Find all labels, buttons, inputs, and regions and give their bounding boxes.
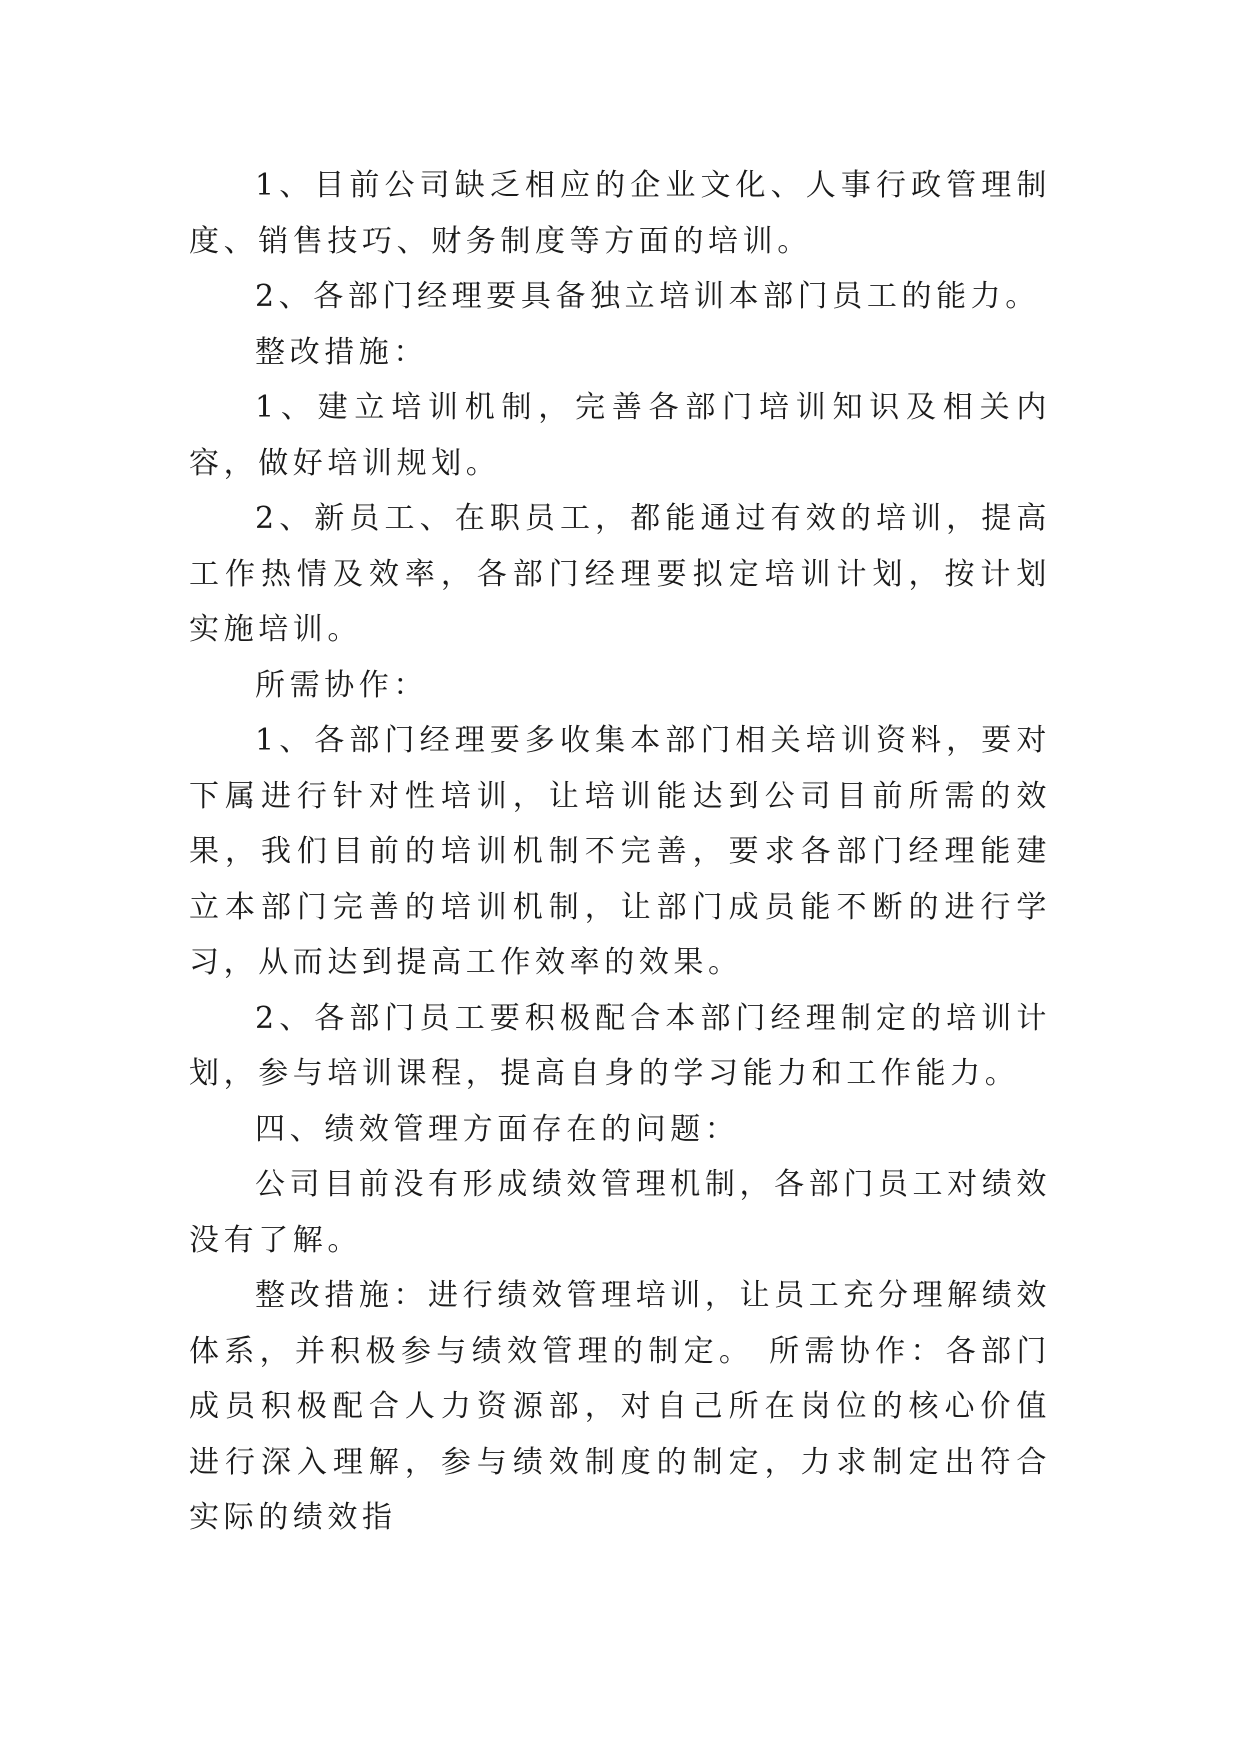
paragraph-measure-1: 1、建立培训机制，完善各部门培训知识及相关内容，做好培训规划。 [189,390,1051,481]
paragraph-training-problem-1: 1、目前公司缺乏相应的企业文化、人事行政管理制度、销售技巧、财务制度等方面的培训。 [189,168,1051,259]
paragraph-measure-2: 2、新员工、在职员工，都能通过有效的培训，提高工作热情及效率，各部门经理要拟定培训计划，按计划实施培训。 [189,501,1051,647]
paragraph-cooperation-2: 2、各部门员工要积极配合本部门经理制定的培训计划，参与培训课程，提高自身的学习能力和工作能力。 [189,1000,1051,1091]
heading-rectification-measures: 整改措施： [255,334,428,370]
paragraph-cooperation-1: 1、各部门经理要多收集本部门相关培训资料，要对下属进行针对性培训，让培训能达到公司目前所需的效果，我们目前的培训机制不完善，要求各部门经理能建立本部门完善的培训机制，让部门成员能不断的进行学习，从而达到提高工作效率的效果。 [189,723,1051,980]
heading-required-cooperation: 所需协作： [255,667,428,703]
heading-performance-section: 四、绩效管理方面存在的问题： [255,1111,740,1147]
paragraph-performance-measures: 整改措施：进行绩效管理培训，让员工充分理解绩效体系，并积极参与绩效管理的制定。 所需协作：各部门成员积极配合人力资源部，对自己所在岗位的核心价值进行深入理解，参与绩效制度的制定，力求制定出符合实际的绩效指 [189,1278,1051,1535]
document-body [189,158,1051,1546]
paragraph-performance-problem: 公司目前没有形成绩效管理机制，各部门员工对绩效没有了解。 [189,1167,1051,1258]
paragraph-training-problem-2: 2、各部门经理要具备独立培训本部门员工的能力。 [255,279,1040,314]
